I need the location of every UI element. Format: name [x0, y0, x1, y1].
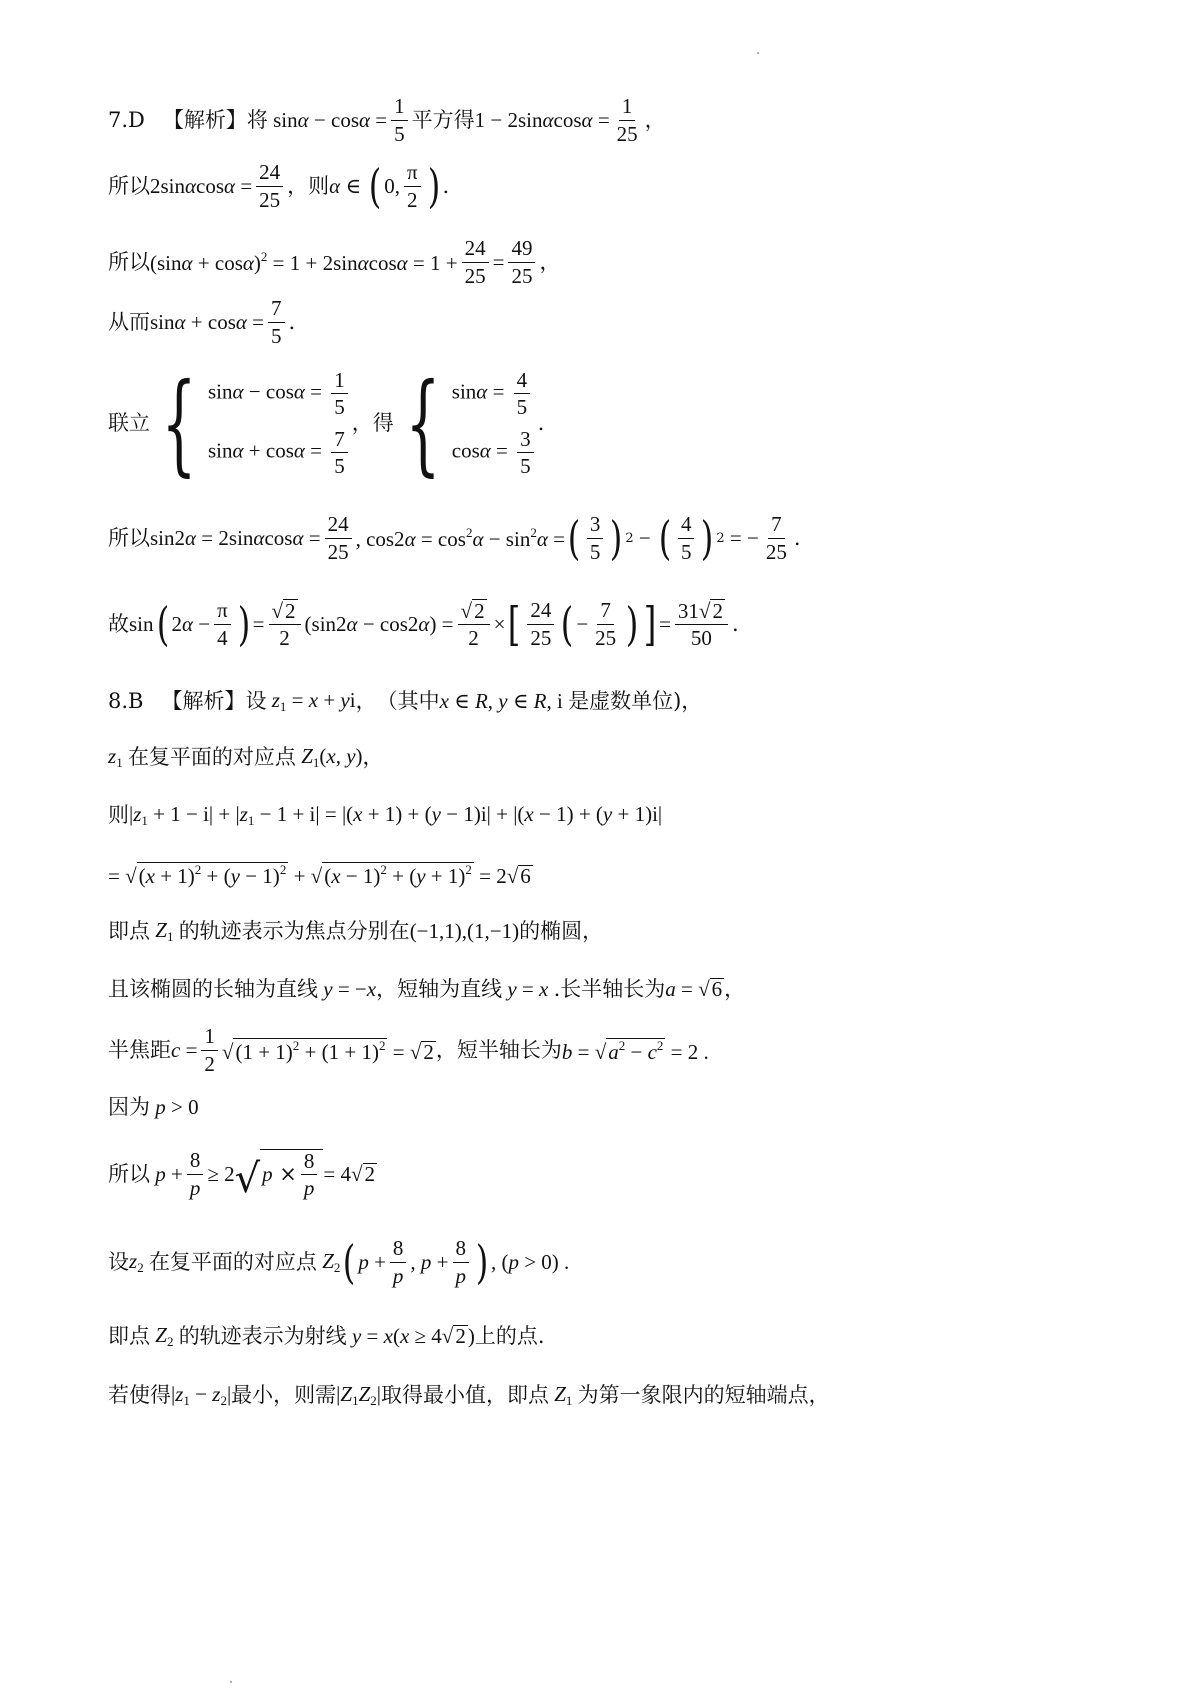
- p7-line-7: 故 sin ( 2α − $\frac{\pi}{4}$ ) = √ 2 2 (sin2α − cos2α) = √ 2 2 × [ $\frac{24}{25}$ ( − $\frac{7}{25}$ ) ] = 31 √ 2 50 .: [108, 597, 739, 651]
- formula: $|z_1 - z_2|$: [171, 1381, 232, 1408]
- formula: b = √ $a^2 - c^2$ = 2 .: [561, 1037, 709, 1064]
- p7-line-5: 联立 { sinα − cosα = $\frac{1}{5}$ sinα + cosα = $\frac{7}{5}$ ，得 { sinα = $\frac{4}{5}$ cosα = $\frac{3}{5}$ .: [108, 358, 545, 487]
- p7-line-6: 所以 sin2α = 2sinαcosα = $\frac{24}{25}$ , $\cos 2\alpha = \cos^2\alpha - \sin^2\alpha$ = ( $\frac{3}{5}$ ) 2 − ( $\frac{4}{5}$ ) 2 = − $\frac{7}{25}$ .: [108, 511, 801, 565]
- text: 平方得: [411, 107, 475, 132]
- text: ，则: [287, 173, 330, 198]
- text: 在复平面的对应点: [127, 744, 296, 769]
- formula: p > 0: [155, 1094, 199, 1119]
- p8-line-3: [108, 800, 662, 830]
- equation-system: { sinα − cosα = $\frac{1}{5}$ sinα + cosα = $\frac{7}{5}$: [150, 369, 352, 477]
- p8-line-1: 8.B 【解析】 设 $z_1 = x$ + yi ， （其中 x ∈ R, y ∈ R, i 是虚数单位)，: [108, 687, 703, 714]
- formula: $z_1 = x$ + yi: [271, 687, 356, 714]
- text: 则: [108, 802, 129, 827]
- formula: y = x: [507, 976, 549, 1001]
- text: 若使得: [108, 1382, 171, 1407]
- formula: sin2α = 2sinαcosα =: [150, 525, 321, 550]
- text: 从而: [108, 309, 150, 334]
- text: 所以: [108, 1161, 150, 1186]
- text: ，短半轴长为: [435, 1037, 562, 1062]
- formula: y = −x: [323, 976, 377, 1001]
- formula: x ∈ R, y ∈ R, i: [439, 688, 569, 713]
- text: 取得最小值，即点: [380, 1382, 549, 1407]
- p8-line-11: [108, 1318, 545, 1354]
- text: 所以: [108, 249, 150, 274]
- scan-speck: [757, 52, 759, 54]
- formula: $Z_2$: [155, 1322, 174, 1349]
- text: ，得: [351, 410, 394, 435]
- text: 且该椭圆的长轴为直线: [108, 976, 318, 1001]
- formula: $|z_1 + 1 - i| + |z_1 - 1 + i| = |(x + 1) + (y - 1)i| + |(x - 1) + (y + 1)i|$: [129, 801, 663, 828]
- fraction: $\frac{1}{5}$: [391, 95, 408, 144]
- p7-line-1: 7.D 【解析】 将 sinα − cosα = $\frac{1}{5}$ 平方得 1 − 2sinαcosα = $\frac{1}{25}$ ，: [108, 94, 666, 146]
- formula: 1 − 2sinαcosα =: [474, 107, 610, 132]
- formula: sinα − cosα =: [267, 107, 388, 132]
- fraction: $\frac{\pi}{2}$: [404, 161, 421, 210]
- text: 的椭圆，: [519, 918, 604, 943]
- p8-label: 【解析】: [161, 688, 246, 713]
- scan-speck: [230, 1681, 232, 1683]
- text: 所以: [108, 525, 150, 550]
- formula: $z_1$: [108, 743, 123, 770]
- text: 所以: [108, 173, 150, 198]
- text: 即点: [108, 918, 150, 943]
- text: .长半轴长为: [553, 976, 666, 1001]
- text: ，短轴为直线: [376, 976, 503, 1001]
- formula: (−1,1),(1,−1): [409, 918, 520, 943]
- text: 最小，则需: [231, 1382, 337, 1407]
- text: 设: [108, 1249, 129, 1274]
- p7-line-4: 从而 sinα + cosα = $\frac{7}{5}$ .: [108, 296, 296, 348]
- text: （其中: [376, 688, 440, 713]
- equation-system: { sinα = $\frac{4}{5}$ cosα = $\frac{3}{5}$: [394, 369, 538, 477]
- p8-line-7: 半焦距 c = $\frac{1}{2}$ √ $(1 + 1)^2 + (1 + 1)^2$ = √ 2 ，短半轴长为 b = √ $a^2 - c^2$ = 2 .: [108, 1024, 709, 1076]
- text: 的轨迹表示为射线: [178, 1323, 347, 1348]
- text: 将: [246, 107, 268, 132]
- formula: $Z_1(x$, y): [301, 743, 363, 770]
- p7-line-3: 所以 $(\sin\alpha + \cos\alpha)^2 = 1 + 2\sin\alpha\cos\alpha = 1$ + $\frac{24}{25}$ = $\frac{49}{25}$ ，: [108, 236, 561, 288]
- fraction: $\frac{24}{25}$: [462, 237, 489, 286]
- text: 联立: [108, 410, 150, 435]
- p8-line-9: 所以 p + $\frac{8}{p}$ ≥ 2 √ p × $\frac{8}{p}$ = 4 √ 2: [108, 1148, 376, 1203]
- formula: sin: [129, 611, 154, 636]
- fraction: $\frac{24}{25}$: [256, 161, 283, 210]
- formula: $Z_2$: [322, 1248, 341, 1275]
- p8-line-4: [108, 856, 533, 892]
- formula: $|Z_1Z_2|$: [336, 1381, 381, 1408]
- formula: = √ $(x + 1)^2 + (y - 1)^2$ + √ $(x - 1)^2 + (y + 1)^2$ = 2 √ 6: [108, 861, 531, 888]
- formula: p +: [155, 1161, 183, 1186]
- formula: 2sinαcosα =: [150, 173, 253, 198]
- p7-tag: 7.D: [108, 107, 145, 132]
- text: 的轨迹表示为焦点分别在: [178, 918, 410, 943]
- text: 在复平面的对应点: [148, 1249, 317, 1274]
- formula: √ p × $\frac{8}{p}$: [235, 1149, 324, 1199]
- text: 设: [245, 688, 267, 713]
- p7-label: 【解析】: [162, 107, 247, 132]
- p8-line-10: 设 $z_2$ 在复平面的对应点 $Z_2$ ( p + $\frac{8}{p}$ , p + $\frac{8}{p}$ ) , (p > 0) .: [108, 1235, 570, 1289]
- formula: y = x(x ≥ 4 √ 2 ): [351, 1324, 475, 1348]
- text: 为第一象限内的短轴端点，: [577, 1382, 830, 1407]
- text: 是虚数单位)，: [568, 688, 703, 713]
- fraction: $\frac{7}{5}$: [268, 297, 285, 346]
- p8-line-5: [108, 916, 603, 946]
- formula: $z_2$: [129, 1248, 144, 1275]
- text: 因为: [108, 1094, 150, 1119]
- formula: c =: [171, 1037, 198, 1062]
- p8-line-8: [108, 1092, 199, 1122]
- formula: a = √ 6: [665, 977, 723, 1001]
- p8-line-12: [108, 1380, 830, 1410]
- formula: $Z_1$: [554, 1381, 573, 1408]
- p8-line-2: $z_1$ 在复平面的对应点 $Z_1(x$, y) ，: [108, 743, 384, 770]
- p8-tag: 8.B: [108, 688, 144, 713]
- text: 半焦距: [108, 1037, 171, 1062]
- text: 上的点.: [474, 1323, 545, 1348]
- formula: sinα + cosα =: [150, 309, 265, 334]
- p7-line-2: 所以 2sinαcosα = $\frac{24}{25}$ ，则 α ∈ ( 0, $\frac{\pi}{2}$ ) .: [108, 159, 450, 213]
- formula: $Z_1$: [155, 917, 174, 944]
- formula: α: [329, 173, 341, 198]
- text: 故: [108, 611, 129, 636]
- fraction: $\frac{49}{25}$: [508, 237, 535, 286]
- p8-line-6: 且该椭圆的长轴为直线 y = −x ，短轴为直线 y = x .长半轴长为 a = √ 6 ，: [108, 976, 746, 1001]
- fraction: $\frac{1}{25}$: [616, 94, 638, 146]
- text: 即点: [108, 1323, 150, 1348]
- formula: $(\sin\alpha + \cos\alpha)^2 = 1 + 2\sin\alpha\cos\alpha = 1$ +: [150, 249, 458, 275]
